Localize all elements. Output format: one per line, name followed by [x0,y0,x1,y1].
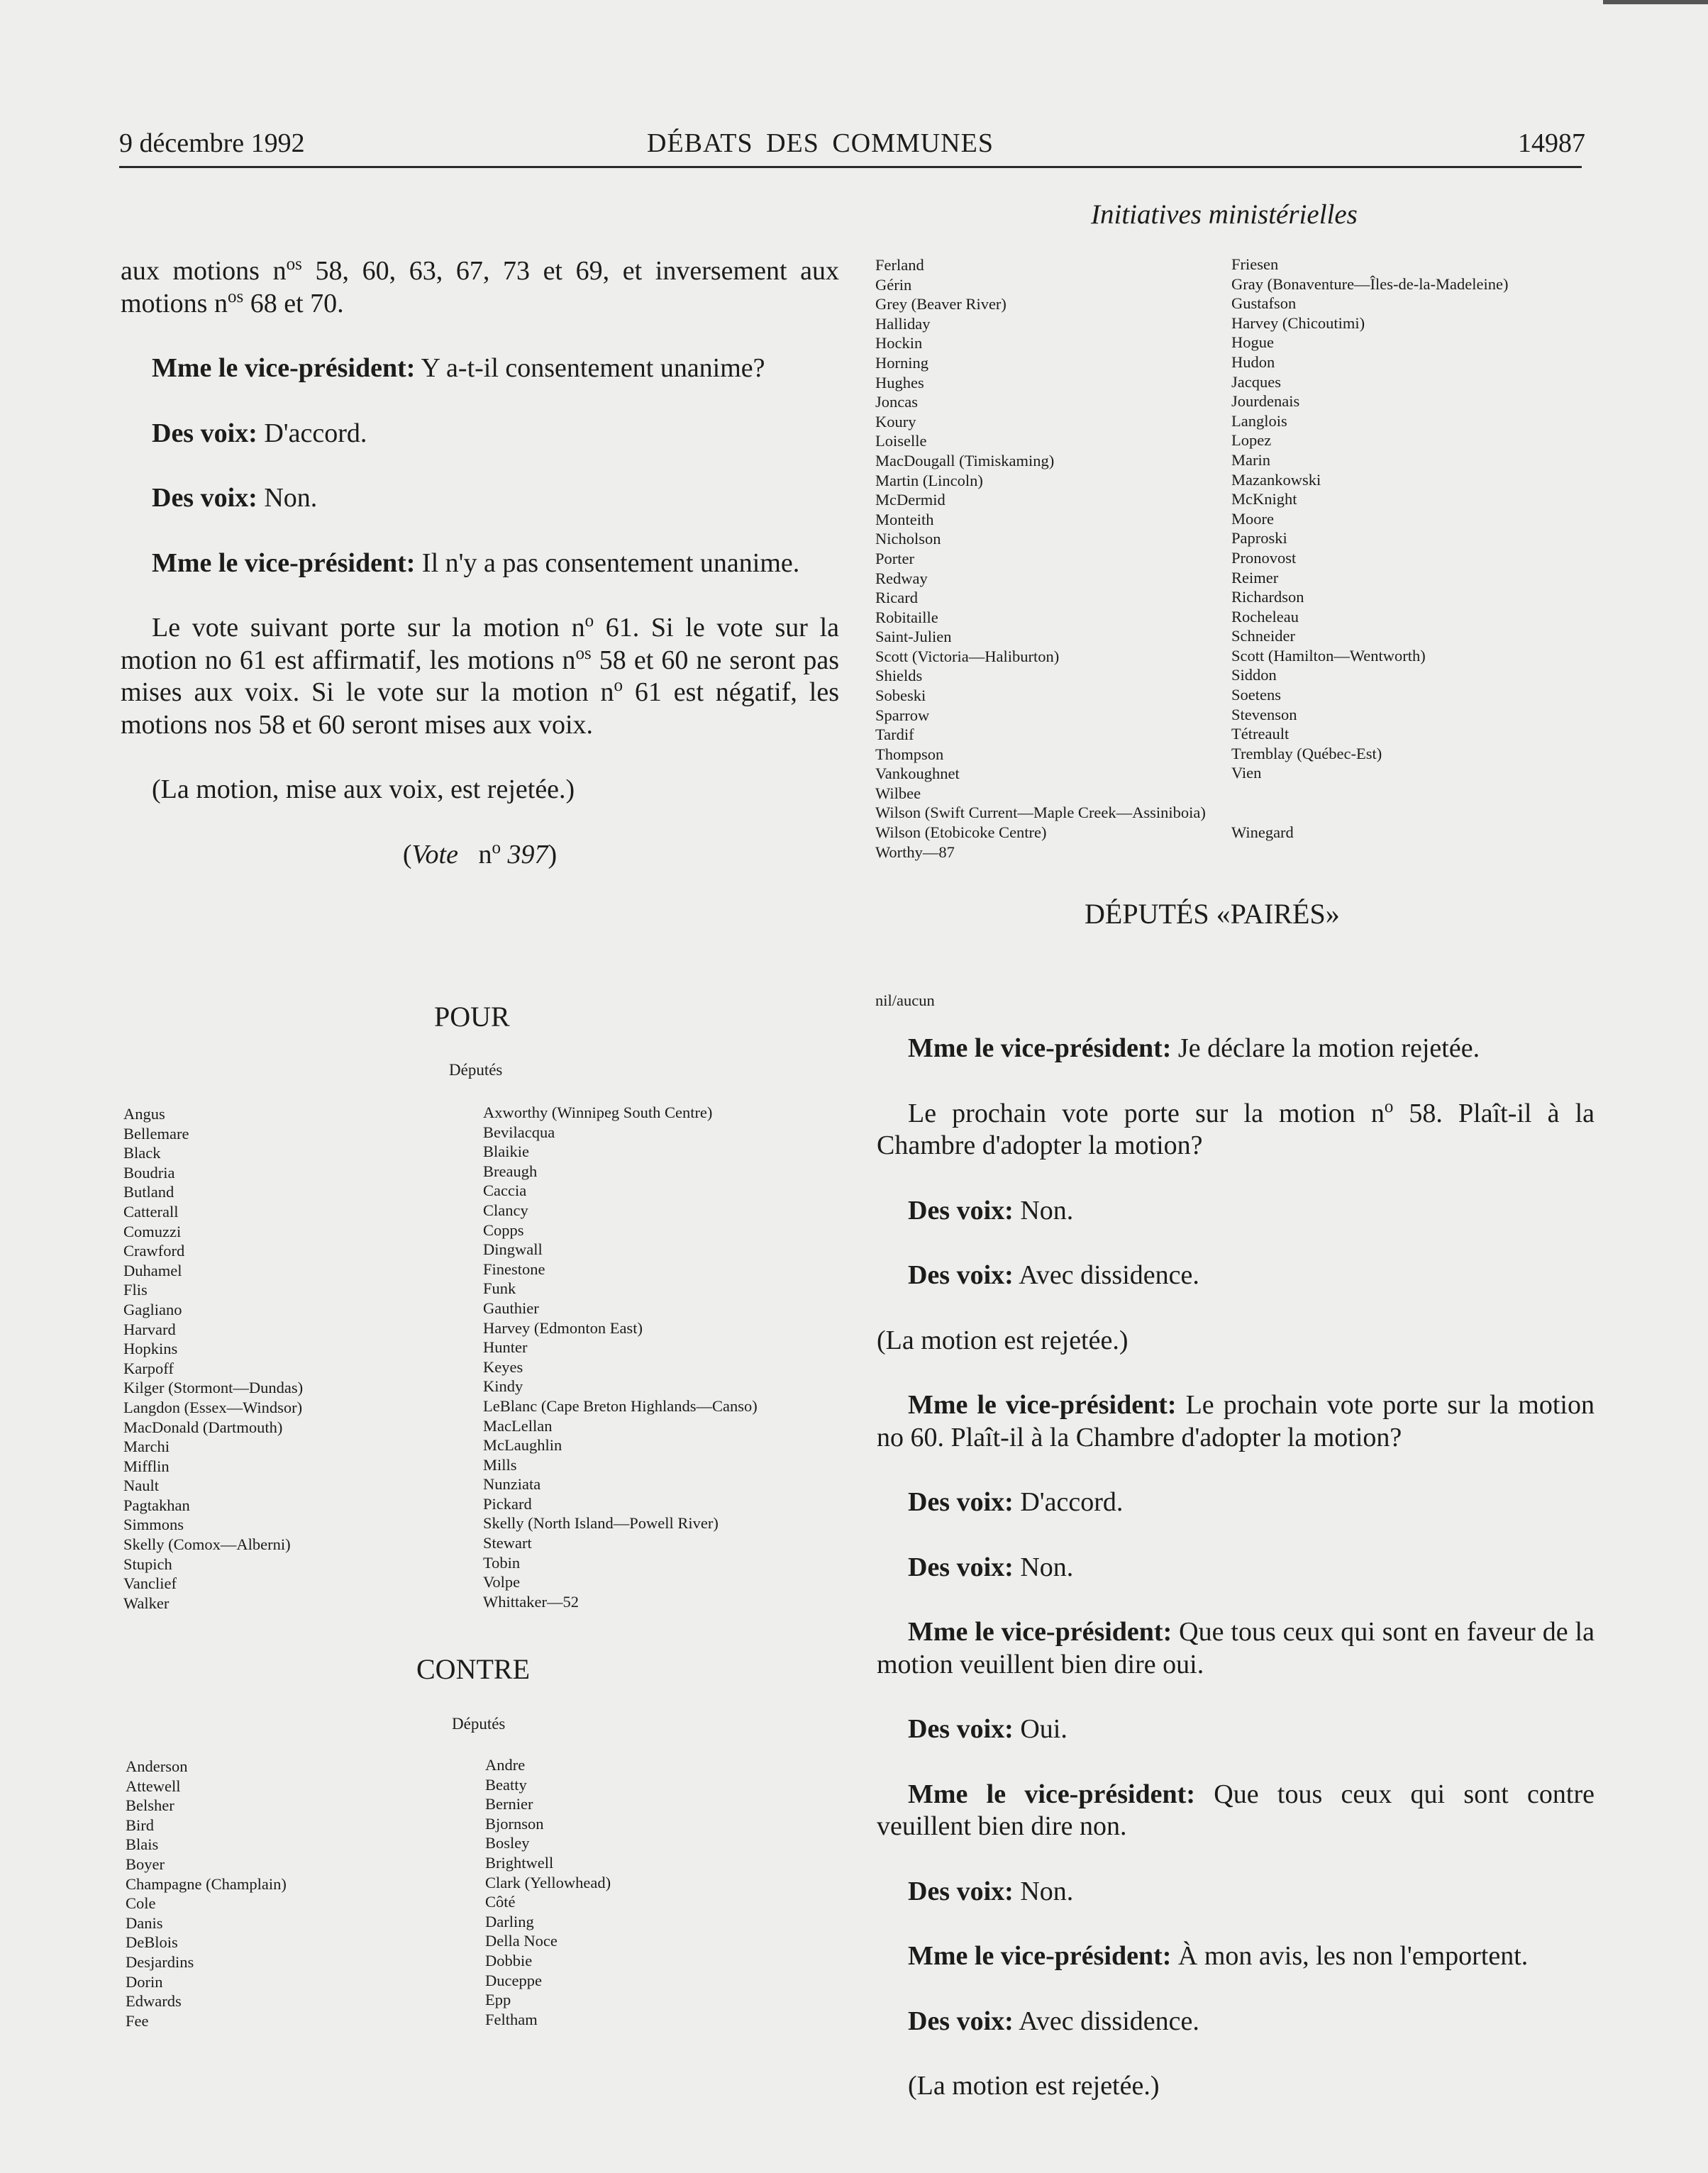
member-name: Mifflin [123,1457,170,1475]
member-name: Langlois [1231,411,1287,430]
member-name: Soetens [1231,686,1281,704]
paires-heading: DÉPUTÉS «PAIRÉS» [1085,898,1340,930]
member-name: Finestone [483,1260,545,1278]
member-name: Stevenson [1231,705,1297,723]
contre-list-col2 [485,1755,611,2029]
header-page-number: 14987 [1518,128,1585,158]
member-name: Black [123,1144,161,1162]
paragraph-next-vote: Le prochain vote porte sur la motion $n^o$ 58. Plaît-il à la Chambre d'adopter la motion? [877,1096,1595,1160]
member-name: McLaughlin [483,1436,562,1455]
paragraph-vote-explanation: Le vote suivant porte sur la motion $n^o$ 61. Si le vote sur la motion no 61 est affirmatif, les motions $n^{os}$ 58 et 60 ne seront pas mises aux voix. Si le vote sur la motion $n^o$ 61 est négatif, les motions nos 58 et 60 seront mises aux voix. [121,611,840,740]
member-name: MacLellan [483,1416,553,1435]
member-name: Breaugh [483,1162,538,1180]
member-name: Ricard [875,589,918,607]
paragraph-speaker: Mme le vice-président: Que tous ceux qui sont contre veuillent bien dire non. [877,1779,1595,1841]
member-name: Funk [483,1279,516,1298]
section-title: Initiatives ministérielles [1091,199,1358,230]
member-name: Wilbee [875,784,921,803]
contre-heading: CONTRE [416,1653,530,1685]
paragraph-speaker: Mme le vice-président: Je déclare la motion rejetée. [908,1033,1480,1063]
contre-cont-list-col2 [1231,255,1508,783]
member-name: Halliday [875,314,931,333]
member-name: Tétreault [1231,725,1290,743]
member-name: Robitaille [875,608,938,626]
member-name: Horning [875,353,928,372]
member-name: McKnight [1231,490,1297,508]
member-name: Vankoughnet [875,765,960,783]
member-name: Crawford [123,1242,185,1260]
member-name: Moore [1231,509,1274,528]
pour-heading: POUR [434,1001,510,1033]
member-name: Bevilacqua [483,1123,555,1141]
member-name: Butland [123,1183,174,1201]
member-name: Ferland [875,256,924,274]
member-name: Mazankowski [1231,470,1321,489]
member-name: Scott (Victoria—Haliburton) [875,647,1060,665]
contre-cont-row-left: Wilson (Etobicoke Centre) [875,823,1047,841]
paragraph-motions: aux motions $n^{os}$ 58, 60, 63, 67, 73 et 69, et inversement aux motions $n^{os}$ 68 et 70. [121,255,839,318]
member-name: Skelly (Comox—Alberni) [123,1535,291,1554]
member-name: Nunziata [483,1475,541,1494]
member-name: Keyes [483,1357,523,1376]
member-name: Edwards [126,1992,182,2011]
paragraph-voices: Des voix: Non. [908,1876,1074,1906]
member-name: Danis [126,1913,163,1932]
pour-subheading: Députés [449,1061,503,1079]
paragraph-voices: Des voix: Avec dissidence. [908,1260,1199,1290]
member-name: Gray (Bonaventure—Îles-de-la-Madeleine) [1231,274,1509,293]
member-name: Nault [123,1477,159,1495]
member-name: Tobin [483,1553,521,1572]
member-name: Stupich [123,1555,172,1573]
member-name: Kilger (Stormont—Dundas) [123,1379,304,1397]
member-name: Walker [123,1594,170,1612]
right-column-text [877,1033,1595,2135]
member-name: Marchi [123,1438,170,1456]
member-name: Loiselle [875,432,927,450]
member-name: Shields [875,667,923,685]
member-name: Belsher [126,1796,174,1815]
member-name: LeBlanc (Cape Breton Highlands—Canso) [483,1396,758,1415]
member-name: Gustafson [1231,294,1297,313]
member-name: Whittaker—52 [483,1592,579,1611]
member-name: Della Noce [485,1932,558,1950]
scan-edge-mark [1603,0,1708,4]
member-name: Paproski [1231,529,1287,548]
member-name: Joncas [875,393,918,411]
member-name: Beatty [485,1775,527,1794]
member-name: Dingwall [483,1240,543,1259]
member-name: Blais [126,1835,159,1854]
member-name: Desjardins [126,1952,194,1971]
member-name: Epp [485,1991,511,2009]
paragraph-result: (La motion est rejetée.) [908,2071,1160,2101]
member-name: Vien [1231,764,1262,782]
member-name: Monteith [875,510,934,528]
member-name: Redway [875,569,928,587]
member-name: Gauthier [483,1299,539,1317]
paragraph-speaker: Mme le vice-président: Y a-t-il consentement unanime? [152,353,765,383]
member-name: Schneider [1231,627,1295,645]
member-name: Boyer [126,1855,165,1873]
member-name: Scott (Hamilton—Wentworth) [1231,646,1426,665]
member-name: Vanclief [123,1574,177,1593]
paragraph-voices: Des voix: D'accord. [908,1487,1124,1517]
member-name: Tremblay (Québec-Est) [1231,744,1382,762]
paragraph-speaker: Mme le vice-président: Que tous ceux qui sont en faveur de la motion veuillent bien dire oui. [877,1617,1595,1679]
member-name: Lopez [1231,431,1272,450]
left-column-text [121,255,839,904]
member-name: Simmons [123,1516,184,1534]
member-name: Comuzzi [123,1222,182,1240]
paragraph-voices: Des voix: Avec dissidence. [908,2006,1199,2036]
member-name: Bosley [485,1834,530,1852]
paragraph-voices: Des voix: Non. [908,1195,1074,1226]
paragraph-voices: Des voix: D'accord. [152,418,367,448]
member-name: Rocheleau [1231,607,1299,626]
member-name: Martin (Lincoln) [875,471,983,489]
member-name: Gérin [875,275,912,294]
member-name: Clancy [483,1201,528,1219]
member-name: Clark (Yellowhead) [485,1873,611,1891]
member-name: Skelly (North Island—Powell River) [483,1514,719,1533]
member-name: DeBlois [126,1933,178,1952]
member-name: Hopkins [123,1340,178,1358]
header-title: DÉBATS DES COMMUNES [647,128,994,158]
member-name: Champagne (Champlain) [126,1874,287,1893]
member-name: Marin [1231,450,1270,469]
member-name: Bellemare [123,1124,189,1143]
member-name: Bernier [485,1795,533,1813]
pour-list-col1 [123,1104,303,1613]
member-name: Darling [485,1912,534,1930]
member-name: Hogue [1231,333,1274,352]
member-name: Volpe [483,1573,521,1591]
member-name: Gagliano [123,1300,182,1318]
paragraph-voices: Des voix: Oui. [908,1714,1068,1744]
paragraph-voices: Des voix: Non. [908,1552,1074,1582]
member-name: Jourdenais [1231,392,1300,411]
member-name: MacDougall (Timiskaming) [875,451,1055,469]
member-name: Caccia [483,1182,527,1200]
contre-list-col1 [126,1757,287,2030]
member-name: Karpoff [123,1359,174,1377]
member-name: Mills [483,1455,517,1474]
contre-subheading: Députés [452,1715,506,1733]
member-name: Boudria [123,1163,175,1182]
paragraph-voices: Des voix: Non. [152,483,318,513]
member-name: Feltham [485,2010,538,2028]
member-name: Axworthy (Winnipeg South Centre) [483,1104,713,1121]
member-name: Stewart [483,1534,532,1552]
member-name: McDermid [875,491,946,509]
member-name: Sobeski [875,687,926,705]
member-name: Angus [123,1105,165,1123]
paires-value: nil/aucun [875,991,935,1009]
contre-cont-list-col1 [875,255,1059,804]
member-name: Richardson [1231,588,1304,606]
contre-cont-last: Worthy—87 [875,843,955,861]
member-name: Friesen [1231,255,1279,273]
member-name: Andre [485,1756,526,1774]
member-name: Tardif [875,726,914,744]
member-name: Kindy [483,1377,523,1396]
member-name: Grey (Beaver River) [875,295,1006,313]
paragraph-speaker: Mme le vice-président: Il n'y a pas consentement unanime. [152,548,800,578]
member-name: Anderson [126,1757,188,1775]
member-name: Saint-Julien [875,628,952,646]
member-name: Porter [875,549,914,567]
paragraph-result: (La motion est rejetée.) [877,1325,1128,1355]
contre-cont-wide-entry: Wilson (Swift Current—Maple Creek—Assiniboia) [875,804,1206,821]
paragraph-speaker: Mme le vice-président: À mon avis, les non l'emportent. [908,1941,1529,1971]
member-name: Duceppe [485,1971,542,1989]
member-name: Harvey (Edmonton East) [483,1318,643,1337]
member-name: Bjornson [485,1814,544,1833]
member-name: Hockin [875,334,923,352]
member-name: Reimer [1231,568,1279,587]
member-name: Duhamel [123,1261,182,1279]
member-name: Pickard [483,1494,532,1513]
member-name: Hunter [483,1338,528,1357]
member-name: Sparrow [875,706,930,724]
member-name: Pronovost [1231,548,1297,567]
member-name: Thompson [875,745,944,763]
vote-number: (Vote $n^o$ 397) [402,838,558,869]
contre-cont-row-right: Winegard [1231,823,1294,841]
member-name: Harvey (Chicoutimi) [1231,313,1365,332]
member-name: Attewell [126,1777,181,1795]
member-name: Siddon [1231,666,1277,684]
member-name: Hughes [875,373,924,391]
member-name: Langdon (Essex—Windsor) [123,1398,303,1416]
member-name: Blaikie [483,1143,529,1161]
member-name: Koury [875,412,916,430]
member-name: Copps [483,1221,524,1239]
header-rule [119,166,1582,168]
member-name: MacDonald (Dartmouth) [123,1418,283,1436]
header-date: 9 décembre 1992 [119,128,305,158]
member-name: Flis [123,1281,148,1299]
member-name: Dorin [126,1972,163,1991]
member-name: Catterall [123,1202,179,1221]
paragraph-result: (La motion, mise aux voix, est rejetée.) [152,774,575,804]
member-name: Côté [485,1893,516,1911]
member-name: Fee [126,2011,149,2030]
member-name: Bird [126,1816,155,1834]
pour-list-col2 [483,1103,758,1611]
member-name: Pagtakhan [123,1496,190,1514]
member-name: Dobbie [485,1951,533,1969]
member-name: Hudon [1231,352,1275,371]
member-name: Nicholson [875,530,941,548]
member-name: Harvard [123,1320,176,1338]
paragraph-speaker: Mme le vice-président: Le prochain vote porte sur la motion no 60. Plaît-il à la Chambre d'adopter la motion? [877,1390,1595,1452]
member-name: Cole [126,1894,156,1913]
member-name: Jacques [1231,372,1281,391]
member-name: Brightwell [485,1853,554,1872]
